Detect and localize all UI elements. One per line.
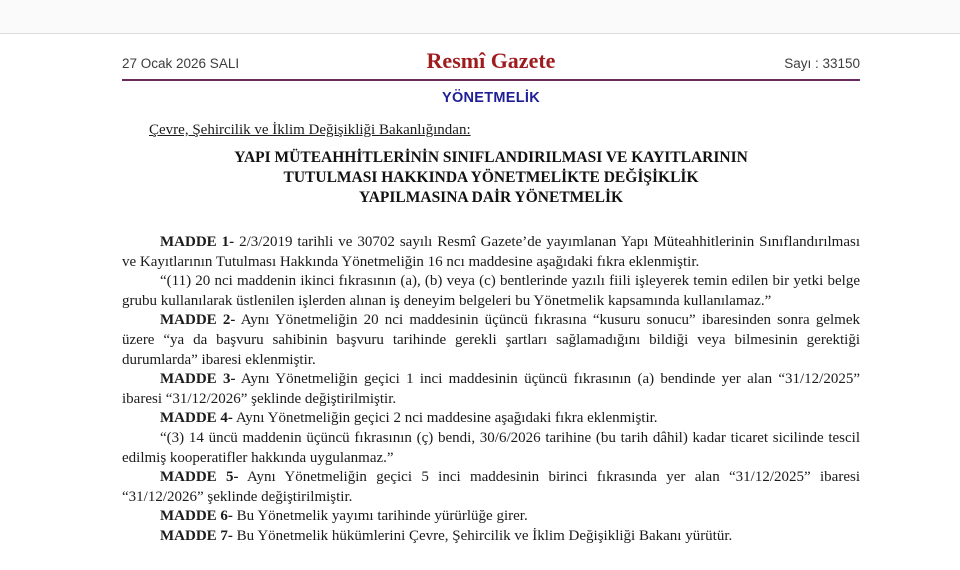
article-label: MADDE 3- bbox=[160, 371, 236, 388]
article-paragraph-1 bbox=[122, 233, 860, 272]
article-label: MADDE 5- bbox=[160, 469, 239, 486]
masthead bbox=[122, 34, 860, 74]
section-heading: YÖNETMELİK bbox=[441, 90, 541, 106]
gazette-title: Resmî Gazete bbox=[426, 48, 556, 73]
issue-date: 27 Ocak 2026 SALI bbox=[122, 56, 240, 71]
article-paragraph-6 bbox=[122, 429, 860, 468]
article-text: Aynı Yönetmeliğin 20 nci maddesinin üçüncü fıkrasına “kusuru sonucu” ibaresinden sonra gelmek üzere “ya da başvuru sahibinin başvuru tarihinde gerekli şartları sağlamadığını bildiği veya bilmesinin gerektiği durumlarda” ibaresi eklenmiştir. bbox=[122, 312, 860, 368]
article-paragraph-5 bbox=[122, 409, 860, 429]
gazette-document bbox=[122, 34, 860, 547]
regulation-title-line-1: YAPI MÜTEAHHİTLERİNİN SINIFLANDIRILMASI VE KAYITLARININ bbox=[234, 149, 748, 166]
article-label: MADDE 1- bbox=[160, 234, 235, 250]
article-paragraph-3 bbox=[122, 311, 860, 370]
article-text: Aynı Yönetmeliğin geçici 2 nci maddesine aşağıdaki fıkra eklenmiştir. bbox=[232, 410, 658, 427]
regulation-body bbox=[122, 233, 860, 547]
article-text: Aynı Yönetmeliğin geçici 5 inci maddesinin birinci fıkrasında yer alan “31/12/2025” ibaresi “31/12/2026” şeklinde değiştirilmiştir. bbox=[122, 469, 860, 505]
regulation-title bbox=[122, 148, 860, 208]
article-text: Aynı Yönetmeliğin geçici 1 inci maddesinin üçüncü fıkrasının (a) bendinde yer alan “31/12/2025” ibaresi “31/12/2026” şeklinde değiştirilmiştir. bbox=[122, 371, 860, 407]
regulation-title-line-3: YAPILMASINA DAİR YÖNETMELİK bbox=[358, 189, 624, 206]
article-text: 2/3/2019 tarihli ve 30702 sayılı Resmî Gazete’de yayımlanan Yapı Müteahhitlerinin Sınıflandırılması ve Kayıtlarının Tutulması Hakkında Yönetmeliğin 16 ncı maddesine aşağıdaki fıkra eklenmiştir. bbox=[122, 234, 860, 270]
regulation-title-line-2: TUTULMASI HAKKINDA YÖNETMELİKTE DEĞİŞİKLİK bbox=[283, 169, 699, 186]
article-paragraph-4 bbox=[122, 370, 860, 409]
article-label: MADDE 4- bbox=[160, 410, 233, 427]
top-bar bbox=[0, 0, 960, 34]
article-label: MADDE 7- bbox=[160, 527, 233, 544]
article-paragraph-7 bbox=[122, 468, 860, 507]
article-paragraph-9 bbox=[122, 527, 860, 547]
issue-number: Sayı : 33150 bbox=[784, 56, 860, 71]
article-paragraph-2 bbox=[122, 272, 860, 311]
article-text: “(3) 14 üncü maddenin üçüncü fıkrasının (ç) bendi, 30/6/2026 tarihine (bu tarih dâhil) kadar ticaret sicilinde tescil edilmiş kooperatifler hakkında uygulanmaz.” bbox=[122, 429, 860, 466]
masthead-rule bbox=[122, 79, 860, 81]
article-label: MADDE 2- bbox=[160, 312, 236, 329]
article-paragraph-8 bbox=[122, 507, 860, 527]
article-text: Bu Yönetmelik yayımı tarihinde yürürlüğe girer. bbox=[232, 508, 528, 525]
article-text: Bu Yönetmelik hükümlerini Çevre, Şehircilik ve İklim Değişikliği Bakanı yürütür. bbox=[232, 527, 733, 544]
article-label: MADDE 6- bbox=[160, 508, 233, 525]
ministry-line: Çevre, Şehircilik ve İklim Değişikliği Bakanlığından: bbox=[149, 122, 471, 138]
article-text: “(11) 20 nci maddenin ikinci fıkrasının (a), (b) veya (c) bentlerinde yazılı fiili işleyerek temin edilen bir yetki belge grubu kullanılarak üstlenilen işlerden alınan iş deneyim belgeleri bu Yönetmelik kapsamında kullanılamaz.” bbox=[122, 273, 860, 309]
